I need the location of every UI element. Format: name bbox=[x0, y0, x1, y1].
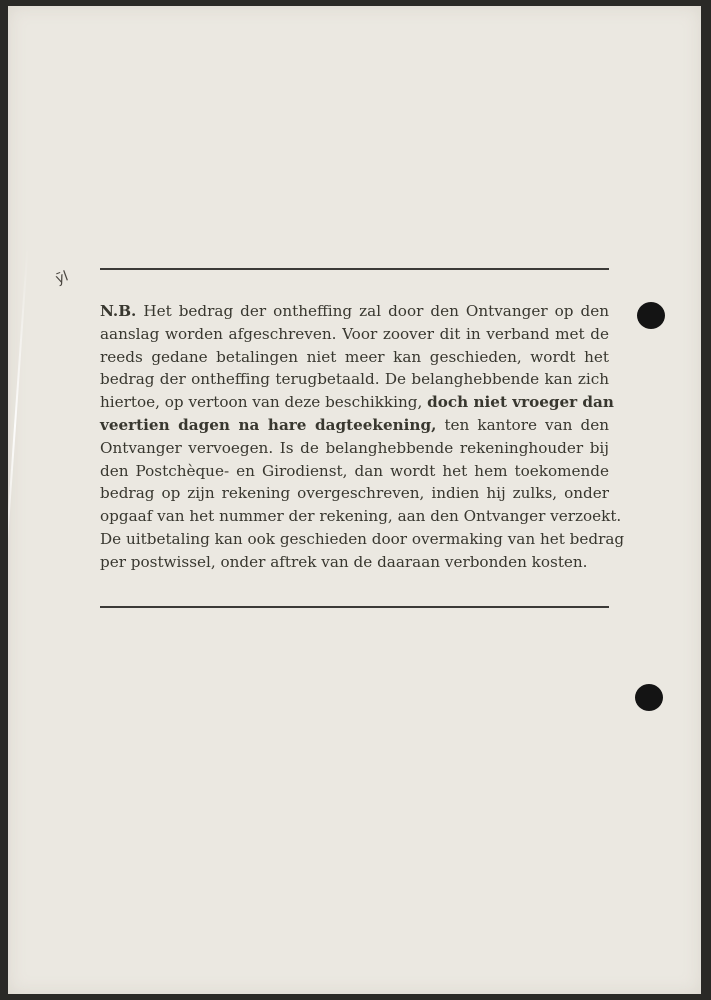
note-bold-text: veertien dagen na hare dagteekening, bbox=[100, 415, 437, 434]
note-text: aanslag worden afgeschreven. Voor zoover dit in verband met de bbox=[100, 324, 609, 343]
note-bold-text: N.B. bbox=[100, 302, 137, 320]
note-line bbox=[100, 300, 609, 323]
margin-pencil-mark: ȳl bbox=[53, 268, 71, 288]
note-line bbox=[100, 346, 609, 369]
note-text: ten kantore van den bbox=[436, 415, 609, 434]
note-text: Het bedrag der ontheffing zal door den Ontvanger op den bbox=[136, 302, 609, 320]
note-text: per postwissel, onder aftrek van de daaraan verbonden kosten. bbox=[100, 552, 588, 571]
nb-note-paragraph bbox=[100, 300, 625, 574]
note-line bbox=[100, 528, 625, 551]
note-text: reeds gedane betalingen niet meer kan geschieden, wordt het bbox=[100, 347, 609, 366]
note-bold-text: doch niet vroeger dan bbox=[427, 393, 614, 412]
punch-hole-bottom bbox=[635, 684, 663, 711]
top-rule bbox=[100, 268, 609, 270]
punch-hole-top bbox=[637, 302, 665, 329]
note-line bbox=[100, 482, 609, 505]
note-text: Ontvanger vervoegen. Is de belanghebbende rekeninghouder bij bbox=[100, 438, 609, 457]
note-line bbox=[100, 323, 609, 346]
note-text: hiertoe, op vertoon van deze beschikking, bbox=[100, 393, 428, 412]
paper-fold-crease bbox=[8, 246, 29, 605]
note-line bbox=[100, 391, 614, 414]
note-text: De uitbetaling kan ook geschieden door overmaking van het bedrag bbox=[100, 529, 625, 548]
note-line bbox=[100, 460, 609, 483]
document-page bbox=[8, 6, 701, 994]
note-text: bedrag op zijn rekening overgeschreven, indien hij zulks, onder bbox=[100, 484, 609, 503]
note-text: den Postchèque- en Girodienst, dan wordt het hem toekomende bbox=[100, 461, 609, 480]
note-line bbox=[100, 414, 609, 437]
note-line bbox=[100, 437, 609, 460]
note-line bbox=[100, 505, 622, 528]
note-line bbox=[100, 368, 609, 391]
bottom-rule bbox=[100, 606, 609, 608]
note-text: opgaaf van het nummer der rekening, aan den Ontvanger verzoekt. bbox=[100, 507, 622, 526]
note-text: bedrag der ontheffing terugbetaald. De belanghebbende kan zich bbox=[100, 370, 609, 389]
note-line bbox=[100, 551, 609, 574]
